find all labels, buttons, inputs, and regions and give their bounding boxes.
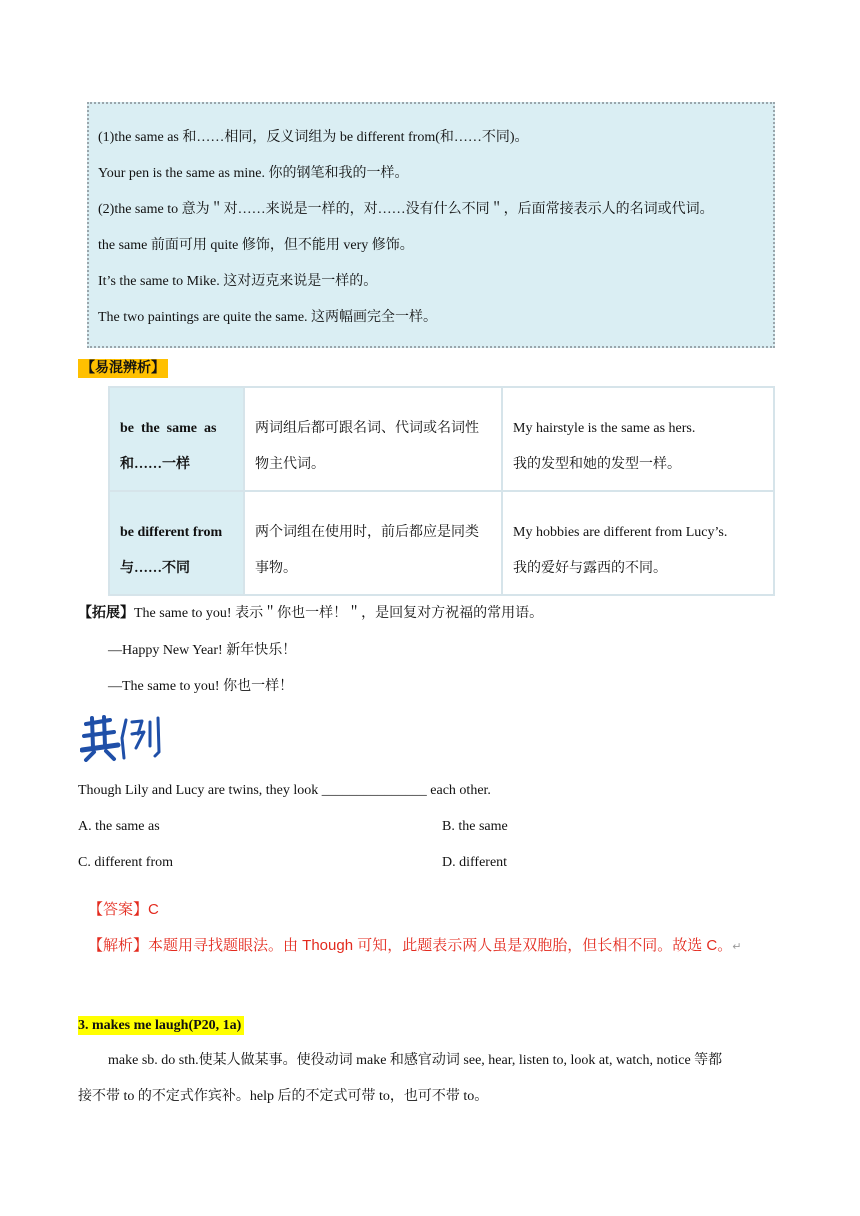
example-logo xyxy=(80,712,164,767)
example-en: My hairstyle is the same as hers. xyxy=(513,421,696,436)
note-line: (2)the same to 意为＂对……来说是一样的，对……没有什么不同＂，后面常接表示人的名词或代词。 xyxy=(98,202,714,217)
confusion-tag: 【易混辨析】 xyxy=(78,359,168,378)
term-cell xyxy=(109,491,244,595)
extension-text: The same to you! 表示＂你也一样！＂，是回复对方祝福的常用语。 xyxy=(134,606,544,621)
usage-cell xyxy=(244,491,502,595)
usage-cell xyxy=(244,387,502,491)
note-box xyxy=(87,102,775,348)
example-cn: 我的爱好与露西的不同。 xyxy=(513,561,667,576)
question-stem: Though Lily and Lucy are twins, they look _______________ each other. xyxy=(78,783,491,798)
extension-line xyxy=(78,605,543,623)
term-cn: 和……一样 xyxy=(120,457,190,472)
note-line: (1)the same as 和……相同，反义词组为 be different from(和……不同)。 xyxy=(98,130,529,145)
example-logo-art xyxy=(80,712,164,762)
usage-text: 物主代词。 xyxy=(255,457,325,472)
option-d: D. different xyxy=(442,855,508,870)
example-cell xyxy=(502,387,774,491)
dialog-line: —Happy New Year! 新年快乐！ xyxy=(108,643,297,658)
note-line: the same 前面可用 quite 修饰，但不能用 very 修饰。 xyxy=(98,238,414,253)
term: be the same as xyxy=(120,421,217,436)
option-a: A. the same as xyxy=(78,819,160,834)
analysis-text: 【解析】本题用寻找题眼法。由 Though 可知，此题表示两人虽是双胞胎，但长相不同。故选 C。 xyxy=(88,937,733,954)
note-line: It’s the same to Mike. 这对迈克来说是一样的。 xyxy=(98,274,378,289)
table-row xyxy=(109,491,774,595)
analysis-line xyxy=(88,934,741,955)
term-cn: 与……不同 xyxy=(120,561,190,576)
term: be different from xyxy=(120,525,223,540)
section-heading: 3. makes me laugh(P20, 1a) xyxy=(78,1016,244,1035)
usage-text: 事物。 xyxy=(255,561,297,576)
example-cn: 我的发型和她的发型一样。 xyxy=(513,457,681,472)
note-line: The two paintings are quite the same. 这两幅画完全一样。 xyxy=(98,310,438,325)
usage-text: 两个词组在使用时，前后都应是同类 xyxy=(255,525,479,540)
paragraph-line: make sb. do sth.使某人做某事。使役动词 make 和感官动词 see, hear, listen to, look at, watch, notice 等都 xyxy=(108,1053,723,1068)
compare-table xyxy=(108,386,775,596)
option-b: B. the same xyxy=(442,819,508,834)
answer-line: 【答案】C xyxy=(88,901,159,918)
extension-tag: 【拓展】 xyxy=(78,606,134,621)
term-cell xyxy=(109,387,244,491)
example-cell xyxy=(502,491,774,595)
option-c: C. different from xyxy=(78,855,173,870)
paragraph-line: 接不带 to 的不定式作宾补。help 后的不定式可带 to，也可不带 to。 xyxy=(78,1089,489,1104)
dialog-line: —The same to you! 你也一样！ xyxy=(108,679,294,694)
usage-text: 两词组后都可跟名词、代词或名词性 xyxy=(255,421,479,436)
example-en: My hobbies are different from Lucy’s. xyxy=(513,525,728,540)
note-line: Your pen is the same as mine. 你的钢笔和我的一样。 xyxy=(98,166,409,181)
table-row xyxy=(109,387,774,491)
return-mark: ↵ xyxy=(732,941,742,953)
